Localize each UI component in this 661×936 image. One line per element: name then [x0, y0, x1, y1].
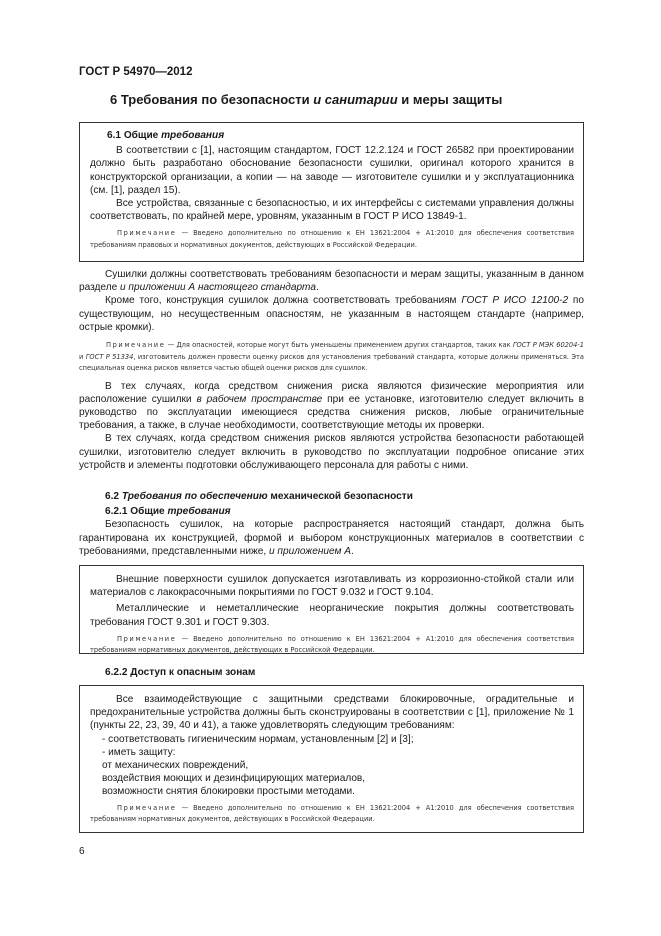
section-6-title: 6 Требования по безопасности и санитарии и меры защиты — [110, 92, 503, 107]
section-6-2 — [79, 490, 584, 558]
list-item: возможности снятия блокировки простыми методами. — [102, 786, 355, 798]
paragraph: Внешние поверхности сушилок допускается изготавливать из коррозионно-стойкой стали или материалов с лакокрасочными покрытиями по ГОСТ 9.032 и ГОСТ 9.104. — [90, 574, 574, 599]
paragraph: Безопасность сушилок, на которые распространяется настоящий стандарт, должна быть гарантирована их конструкцией, формой и выбором конструкционных материалов в соответствии с требованиями, представленными ниже, и приложением А. — [79, 519, 584, 557]
section-6-2-2 — [79, 666, 584, 679]
framed-addition-coatings — [79, 565, 584, 654]
note: Примечание — Для опасностей, которые могут быть уменьшены применением других стандартов, таких как ГОСТ Р МЭК 60204-1 и ГОСТ Р 51334, изготовитель должен провести оценку рисков для установления требований стандарта, которые должны применяться. Эта специальная оценка рисков является частью общей оценки рисков для сушилок. — [79, 340, 584, 373]
list-item: воздействия моющих и дезинфицирующих материалов, — [102, 773, 366, 785]
paragraph: Металлические и неметаллические неорганические покрытия должны соответствовать требования ГОСТ 9.301 и ГОСТ 9.303. — [90, 603, 574, 628]
heading-6-2-1: 6.2.1 Общие требования — [105, 506, 231, 518]
heading-6-2-2: 6.2.2 Доступ к опасным зонам — [105, 667, 256, 678]
framed-addition-access — [79, 685, 584, 833]
list-item: - соответствовать гигиеническим нормам, установленным [2] и [3]; — [102, 733, 414, 745]
body-text-block — [79, 268, 584, 472]
framed-addition-6-1 — [79, 122, 584, 262]
paragraph: В соответствии с [1], настоящим стандартом, ГОСТ 12.2.124 и ГОСТ 26582 при проектировании должно быть разработано обоснование безопасности сушилки, оригинал которого хранится в конструкторской организации, а копии — на заводе — изготовителе сушилки и у эксплуатационника (см. [1], раздел 15). — [90, 145, 574, 196]
list-item: - иметь защиту: — [102, 746, 176, 758]
paragraph: В тех случаях, когда средством снижения риска являются физические мероприятия или расположение сушилки в рабочем пространстве при ее установке, изготовителю следует включить в руководство по эксплуатации имеющиеся средства снижения рисков, любые ограничительные требования, а также, в случае необходимости, соответствующие методы их проверки. — [79, 380, 585, 432]
heading-6-1: 6.1 Общие требования — [107, 130, 225, 141]
note: Примечание — Введено дополнительно по отношению к ЕН 13621:2004 + А1:2010 для обеспечения соответствия требованиям правовых и нормативных документов, действующих в Российской Федерации. — [90, 228, 574, 249]
note: Примечание — Введено дополнительно по отношению к ЕН 13621:2004 + А1:2010 для обеспечения соответствия требованиям нормативных документов, действующих в Российской Федерации. — [90, 633, 574, 655]
paragraph: В тех случаях, когда средством снижения рисков являются устройства безопасности работающей сушилки, изготовителю следует включить в руководство по эксплуатации подробное описание этих устройств и элементы подготовки обслуживающего персонала для работы с ними. — [79, 433, 584, 471]
list-item: от механических повреждений, — [102, 760, 249, 772]
note: Примечание — Введено дополнительно по отношению к ЕН 13621:2004 + А1:2010 для обеспечения соответствия требованиям нормативных документов, действующих в Российской Федерации. — [90, 802, 574, 824]
paragraph: Сушилки должны соответствовать требованиям безопасности и мерам защиты, указанным в данном разделе и приложении А настоящего стандарта. — [79, 269, 584, 294]
heading-6-2: 6.2 Требования по обеспечению механической безопасности — [105, 491, 413, 502]
page-number: 6 — [79, 846, 85, 857]
paragraph: Кроме того, конструкция сушилок должна соответствовать требованиям ГОСТ Р ИСО 12100-2 по существующим, но несущественным опасностям, не указанным в настоящем стандарте (например, острые кромки). — [79, 295, 584, 333]
paragraph: Все устройства, связанные с безопасностью, и их интерфейсы с системами управления должны соответствовать, по крайней мере, уровням, указанным в ГОСТ Р ИСО 13849-1. — [90, 198, 574, 223]
paragraph: Все взаимодействующие с защитными средствами блокировочные, оградительные и предохранительные устройства должны быть сконструированы в соответствии с [1], приложение № 1 (пункты 22, 23, 39, 40 и 41), а также удовлетворять следующим требованиям: — [90, 694, 574, 732]
document-header: ГОСТ Р 54970—2012 — [79, 66, 193, 78]
